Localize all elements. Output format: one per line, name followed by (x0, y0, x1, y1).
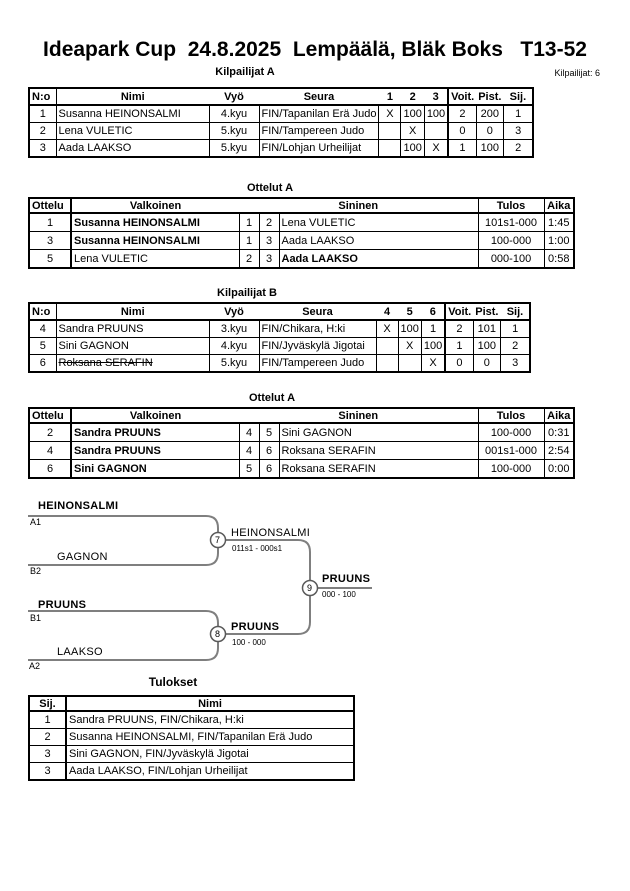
cell-place: 3 (29, 746, 66, 763)
cell-white-no: 2 (239, 250, 259, 269)
cell-time: 2:54 (544, 442, 574, 460)
col-header-5: 5 (398, 303, 421, 320)
results-table (28, 695, 355, 781)
cell-wins: 2 (448, 105, 476, 123)
matches-b-title: Ottelut A (248, 392, 296, 404)
cell-no: 2 (29, 123, 56, 140)
bracket-winner-name: PRUUNS (322, 573, 371, 585)
cell-club: FIN/Jyväskylä Jigotai (259, 338, 376, 355)
cell-score: X (376, 320, 398, 338)
cell-belt: 4.kyu (209, 105, 259, 123)
cell-result: 100-000 (478, 460, 544, 479)
col-header-club: Seura (259, 303, 376, 320)
results-title: Tulokset (148, 675, 198, 689)
cell-time: 1:00 (544, 232, 574, 250)
cell-score: 100 (398, 320, 421, 338)
bracket-slot-name: GAGNON (57, 551, 108, 563)
cell-place: 3 (500, 355, 530, 373)
cell-blue: Aada LAAKSO (279, 250, 478, 269)
cell-wins: 0 (448, 123, 476, 140)
cell-score: 1 (421, 320, 445, 338)
cell-wins: 2 (445, 320, 473, 338)
bracket-score: 000 - 100 (322, 590, 356, 599)
col-header-white: Valkoinen (71, 198, 239, 213)
cell-time: 0:58 (544, 250, 574, 269)
cell-white-no: 4 (239, 423, 259, 442)
pool-b-title: Kilpailijat B (217, 287, 277, 299)
col-header-wins: Voit. (445, 303, 473, 320)
table-row (29, 729, 354, 746)
col-header-belt: Vyö (209, 88, 259, 105)
cell-no: 1 (29, 105, 56, 123)
cell-white: Lena VULETIC (71, 250, 239, 269)
cell-blue-no: 2 (259, 213, 279, 232)
cell-result: 100-000 (478, 232, 544, 250)
cell-time: 1:45 (544, 213, 574, 232)
pool-a-title: Kilpailijat A (215, 66, 275, 78)
cell-result: 100-000 (478, 423, 544, 442)
cell-score: X (379, 105, 401, 123)
col-header-blue: Sininen (239, 408, 478, 423)
matches-a-title: Ottelut A (246, 182, 294, 194)
cell-club: FIN/Tapanilan Erä Judo (259, 105, 379, 123)
cell-white-no: 5 (239, 460, 259, 479)
bracket-score: 011s1 - 000s1 (232, 544, 283, 553)
cell-match-no: 2 (29, 423, 71, 442)
cell-name: Susanna HEINONSALMI, FIN/Tapanilan Erä Judo (66, 729, 354, 746)
col-header-2: 2 (401, 88, 424, 105)
cell-name: Lena VULETIC (56, 123, 209, 140)
bracket-slot-name: HEINONSALMI (38, 500, 119, 512)
col-header-match-no: Ottelu (29, 198, 71, 213)
match-circle-number: 8 (214, 629, 220, 639)
cell-name: Sandra PRUUNS (56, 320, 209, 338)
bracket-seed: A2 (29, 661, 41, 671)
cell-result: 000-100 (478, 250, 544, 269)
cell-result: 001s1-000 (478, 442, 544, 460)
cell-score: 100 (401, 105, 424, 123)
cell-place: 2 (29, 729, 66, 746)
competitors-count: Kilpailijat: 6 (554, 68, 600, 78)
cell-belt: 5.kyu (209, 140, 259, 158)
cell-place: 3 (503, 123, 533, 140)
col-header-4: 4 (376, 303, 398, 320)
cell-time: 0:31 (544, 423, 574, 442)
col-header-blue: Sininen (239, 198, 478, 213)
cell-name: Sini GAGNON (56, 338, 209, 355)
col-header-points: Pist. (476, 88, 503, 105)
cell-white: Susanna HEINONSALMI (71, 213, 239, 232)
bracket-slot-name: PRUUNS (38, 599, 87, 611)
cell-match-no: 6 (29, 460, 71, 479)
cell-club: FIN/Lohjan Urheilijat (259, 140, 379, 158)
cell-score: 100 (401, 140, 424, 158)
bracket-seed: B1 (30, 613, 42, 623)
cell-belt: 5.kyu (209, 355, 259, 373)
cell-match-no: 5 (29, 250, 71, 269)
col-header-place: Sij. (503, 88, 533, 105)
col-header-belt: Vyö (209, 303, 259, 320)
cell-points: 200 (476, 105, 503, 123)
cell-name: Aada LAAKSO (56, 140, 209, 158)
col-header-white: Valkoinen (71, 408, 239, 423)
cell-place: 2 (500, 338, 530, 355)
col-header-3: 3 (424, 88, 448, 105)
bracket-seed: B2 (30, 566, 42, 576)
cell-wins: 1 (448, 140, 476, 158)
bracket-slot-name: LAAKSO (57, 646, 103, 658)
cell-score: X (421, 355, 445, 373)
cell-points: 0 (476, 123, 503, 140)
col-header-points: Pist. (473, 303, 500, 320)
cell-score: X (398, 338, 421, 355)
col-header-place: Sij. (500, 303, 530, 320)
cell-wins: 0 (445, 355, 473, 373)
table-row (29, 711, 354, 729)
col-header-name: Nimi (56, 303, 209, 320)
cell-result: 101s1-000 (478, 213, 544, 232)
table-row (29, 746, 354, 763)
cell-no: 4 (29, 320, 56, 338)
cell-club: FIN/Chikara, H:ki (259, 320, 376, 338)
col-header-result: Tulos (478, 408, 544, 423)
bracket-winner-name: PRUUNS (231, 621, 280, 633)
cell-points: 0 (473, 355, 500, 373)
cell-blue-no: 3 (259, 232, 279, 250)
cell-points: 100 (476, 140, 503, 158)
cell-wins: 1 (445, 338, 473, 355)
cell-points: 100 (473, 338, 500, 355)
cell-score: X (401, 123, 424, 140)
cell-match-no: 4 (29, 442, 71, 460)
cell-blue-no: 3 (259, 250, 279, 269)
cell-place: 1 (503, 105, 533, 123)
cell-score: 100 (424, 105, 448, 123)
col-header-result: Tulos (478, 198, 544, 213)
cell-white: Sandra PRUUNS (71, 423, 239, 442)
cell-white: Susanna HEINONSALMI (71, 232, 239, 250)
header-row (29, 696, 354, 711)
cell-place: 2 (503, 140, 533, 158)
cell-place: 1 (500, 320, 530, 338)
col-header-match-no: Ottelu (29, 408, 71, 423)
cell-name: Susanna HEINONSALMI (56, 105, 209, 123)
col-header-time: Aika (544, 408, 574, 423)
col-header-wins: Voit. (448, 88, 476, 105)
cell-name: Sandra PRUUNS, FIN/Chikara, H:ki (66, 711, 354, 729)
cell-match-no: 1 (29, 213, 71, 232)
cell-score: 100 (421, 338, 445, 355)
cell-name: Roksana SERAFIN (56, 355, 209, 373)
cell-blue-no: 5 (259, 423, 279, 442)
cell-time: 0:00 (544, 460, 574, 479)
cell-white-no: 1 (239, 213, 259, 232)
cell-blue: Lena VULETIC (279, 213, 478, 232)
cell-belt: 5.kyu (209, 123, 259, 140)
col-header-club: Seura (259, 88, 379, 105)
cell-place: 3 (29, 763, 66, 781)
results-section (28, 695, 355, 781)
cell-match-no: 3 (29, 232, 71, 250)
bracket-score: 100 - 000 (232, 638, 266, 647)
cell-belt: 3.kyu (209, 320, 259, 338)
cell-no: 3 (29, 140, 56, 158)
cell-white-no: 4 (239, 442, 259, 460)
cell-belt: 4.kyu (209, 338, 259, 355)
col-header-no: N:o (29, 88, 56, 105)
match-circle-number: 9 (306, 583, 312, 593)
cell-blue-no: 6 (259, 460, 279, 479)
bracket-winner-name: HEINONSALMI (231, 527, 311, 539)
col-header-place: Sij. (29, 696, 66, 711)
col-header-name: Nimi (56, 88, 209, 105)
col-header-1: 1 (379, 88, 401, 105)
cell-name: Sini GAGNON, FIN/Jyväskylä Jigotai (66, 746, 354, 763)
cell-points: 101 (473, 320, 500, 338)
cell-no: 6 (29, 355, 56, 373)
cell-blue: Sini GAGNON (279, 423, 478, 442)
cell-white-no: 1 (239, 232, 259, 250)
cell-blue-no: 6 (259, 442, 279, 460)
col-header-name: Nimi (66, 696, 354, 711)
cell-blue: Roksana SERAFIN (279, 460, 478, 479)
cell-blue: Aada LAAKSO (279, 232, 478, 250)
cell-club: FIN/Tampereen Judo (259, 355, 376, 373)
cell-place: 1 (29, 711, 66, 729)
page-title: Ideapark Cup 24.8.2025 Lempäälä, Bläk Boks T13-52 (43, 38, 587, 61)
bracket-seed: A1 (30, 517, 42, 527)
col-header-time: Aika (544, 198, 574, 213)
cell-white: Sandra PRUUNS (71, 442, 239, 460)
table-row (29, 763, 354, 781)
cell-name: Aada LAAKSO, FIN/Lohjan Urheilijat (66, 763, 354, 781)
cell-club: FIN/Tampereen Judo (259, 123, 379, 140)
cell-white: Sini GAGNON (71, 460, 239, 479)
cell-no: 5 (29, 338, 56, 355)
match-circle-number: 7 (214, 535, 220, 545)
col-header-no: N:o (29, 303, 56, 320)
cell-blue: Roksana SERAFIN (279, 442, 478, 460)
cell-score: X (424, 140, 448, 158)
col-header-6: 6 (421, 303, 445, 320)
